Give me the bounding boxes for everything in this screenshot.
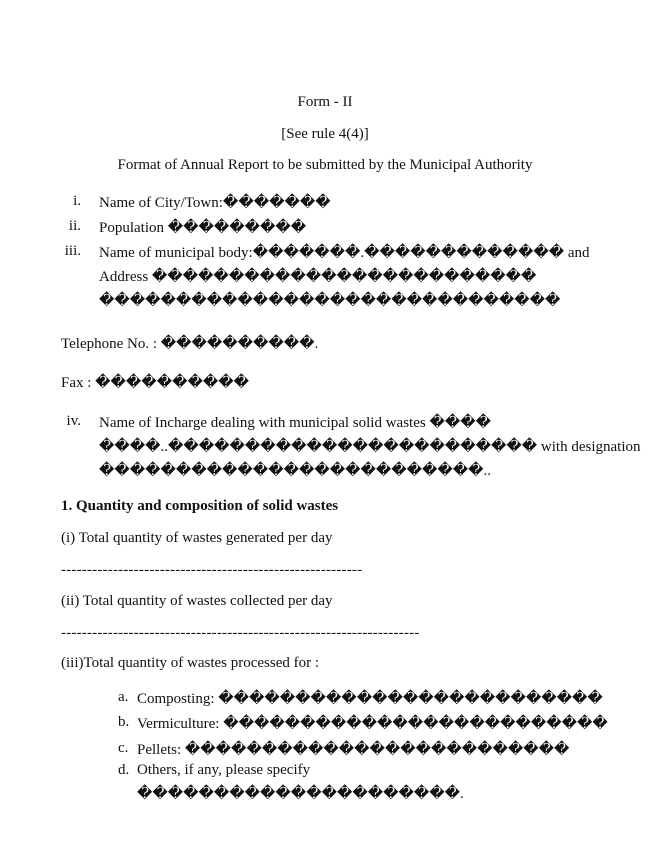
item-number-i: i.: [73, 193, 81, 209]
wastes-generated-blank: ----------------------------------------------------------: [61, 562, 363, 578]
rule-reference: [See rule 4(4)]: [281, 126, 369, 142]
address-field-continued: ������������������������������: [99, 293, 561, 309]
report-subtitle: Format of Annual Report to be submitted by the Municipal Authority: [117, 157, 533, 173]
item-number-ii: ii.: [68, 218, 81, 234]
wastes-generated-label: (i) Total quantity of wastes generated per day: [61, 530, 333, 546]
others-field: ���������������������.: [137, 786, 464, 802]
pellets-field: Pellets: �������������������������: [137, 742, 570, 758]
item-number-iii: iii.: [64, 243, 81, 259]
others-label: Others, if any, please specify: [137, 762, 311, 778]
telephone-field: Telephone No. : ����������.: [61, 336, 319, 352]
population-field: Population ���������: [99, 220, 307, 236]
item-number-iv: iv.: [66, 413, 81, 429]
composting-field: Composting: �������������������������: [137, 691, 603, 707]
city-name-field: Name of City/Town:�������: [99, 195, 331, 211]
fax-field: Fax : ����������: [61, 375, 249, 391]
incharge-designation-field: ����..������������������������ with designation: [99, 439, 641, 455]
municipal-body-field: Name of municipal body:�������.������������� and: [99, 245, 590, 261]
address-field: Address �������������������������: [99, 269, 537, 285]
section-title: . Quantity and composition of solid wastes: [68, 498, 339, 514]
sub-letter-b: b.: [118, 714, 130, 730]
sub-letter-d: d.: [118, 762, 130, 778]
form-title: Form - II: [297, 94, 353, 110]
section-1-heading: [61, 498, 338, 515]
wastes-collected-blank: ---------------------------------------------------------------------: [61, 625, 420, 641]
section-number: 1: [61, 498, 69, 514]
wastes-processed-label: (iii)Total quantity of wastes processed for :: [61, 655, 320, 671]
sub-letter-a: a.: [118, 689, 129, 705]
wastes-collected-label: (ii) Total quantity of wastes collected per day: [61, 593, 333, 609]
incharge-name-field: Name of Incharge dealing with municipal solid wastes ����: [99, 415, 491, 431]
designation-field-continued: �������������������������..: [99, 463, 492, 479]
vermiculture-field: Vermiculture: �������������������������: [137, 716, 608, 732]
sub-letter-c: c.: [118, 740, 129, 756]
